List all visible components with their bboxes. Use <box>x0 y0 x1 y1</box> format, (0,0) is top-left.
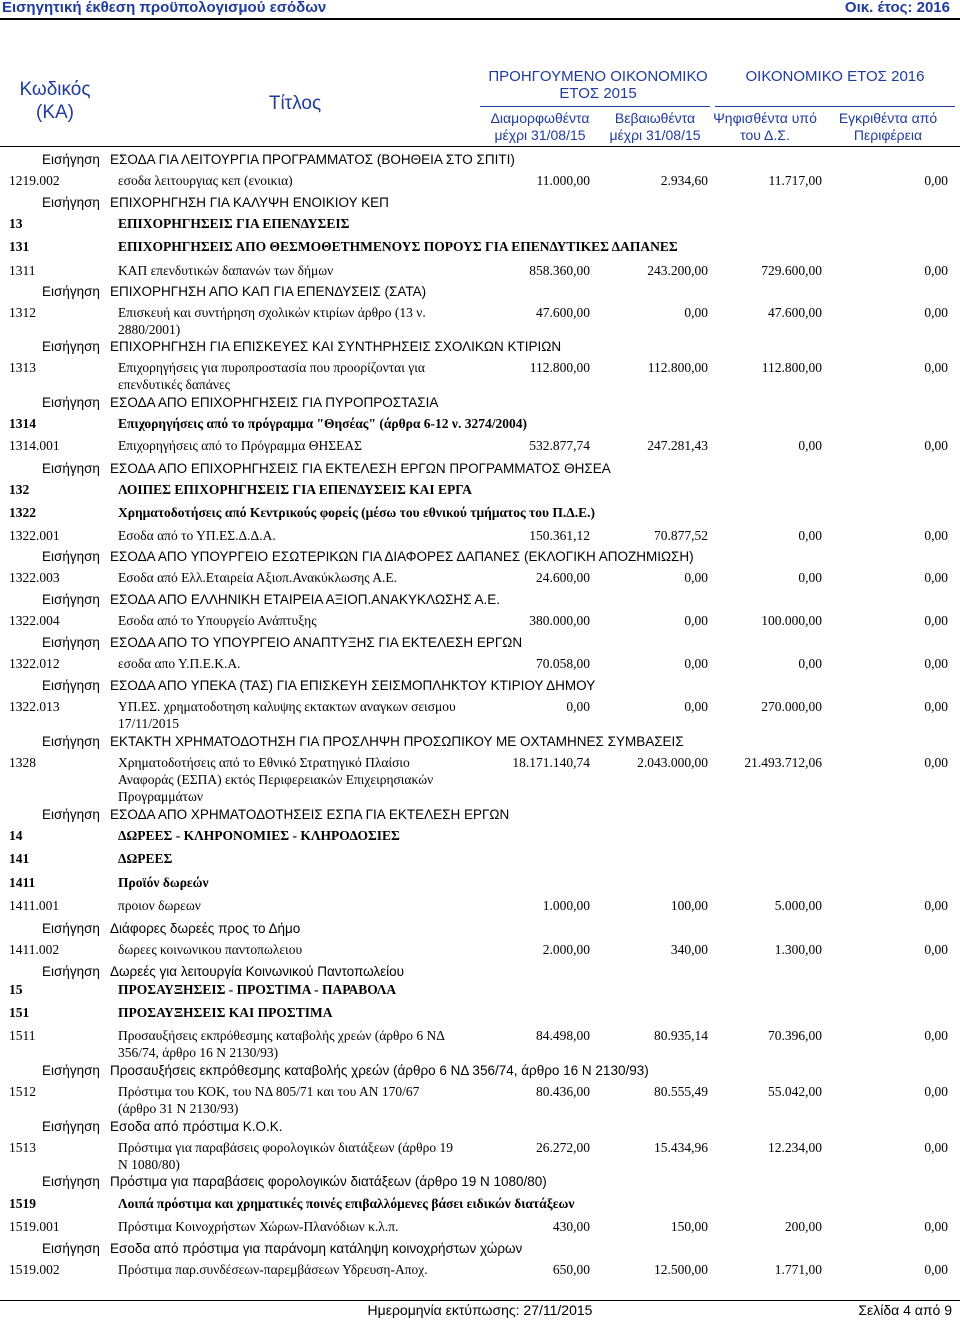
value-formed: 650,00 <box>552 1262 590 1277</box>
account-title: ΛΟΙΠΕΣ ΕΠΙΧΟΡΗΓΗΣΕΙΣ ΓΙΑ ΕΠΕΝΔΥΣΕΙΣ ΚΑΙ ΕΡΓΑ <box>118 482 472 497</box>
value-formed: 70.058,00 <box>536 656 590 671</box>
recommendation-label: Εισήγηση <box>42 461 100 476</box>
account-code: 1411.001 <box>9 898 60 913</box>
value-approved: 0,00 <box>924 360 948 375</box>
header-col2: Βεβαιωθέντα μέχρι 31/08/15 <box>609 110 701 143</box>
account-title: Πρόστιμα Κοινοχρήστων Χώρων-Πλανόδιων κ.λ.π. <box>118 1219 399 1234</box>
recommendation-label: Εισήγηση <box>42 921 100 936</box>
value-certified: 2.043.000,00 <box>637 755 708 770</box>
fiscal-year: Οικ. έτος: 2016 <box>844 0 950 16</box>
value-voted: 0,00 <box>798 438 822 453</box>
account-code: 1519.002 <box>9 1262 60 1277</box>
account-title: Προϊόν δωρεών <box>118 875 209 890</box>
value-formed: 84.498,00 <box>536 1028 590 1043</box>
account-code: 132 <box>9 482 30 497</box>
account-code: 1511 <box>9 1028 36 1043</box>
account-title: ΠΡΟΣΑΥΞΗΣΕΙΣ ΚΑΙ ΠΡΟΣΤΙΜΑ <box>118 1005 333 1020</box>
value-formed: 532.877,74 <box>529 438 590 453</box>
account-code: 1322.004 <box>9 613 60 628</box>
account-code: 1322.012 <box>9 656 60 671</box>
value-formed: 47.600,00 <box>536 305 590 320</box>
value-formed: 150.361,12 <box>529 528 590 543</box>
value-certified: 0,00 <box>684 699 708 714</box>
recommendation-label: Εισήγηση <box>42 395 100 410</box>
recommendation-label: Εισήγηση <box>42 284 100 299</box>
recommendation-text: Δωρεές για λειτουργία Κοινωνικού Παντοπωλείου <box>110 964 405 979</box>
account-code: 1322.001 <box>9 528 60 543</box>
value-voted: 1.300,00 <box>774 942 822 957</box>
value-certified: 150,00 <box>670 1219 708 1234</box>
account-code: 1312 <box>9 305 36 320</box>
value-voted: 70.396,00 <box>768 1028 822 1043</box>
value-certified: 0,00 <box>684 305 708 320</box>
recommendation-label: Εισήγηση <box>42 807 100 822</box>
account-title: προιον δωρεων <box>118 898 201 913</box>
recommendation-text: ΕΠΙΧΟΡΗΓΗΣΗ ΓΙΑ ΕΠΙΣΚΕΥΕΣ ΚΑΙ ΣΥΝΤΗΡΗΣΕΙΣ ΣΧΟΛΙΚΩΝ ΚΤΙΡΙΩΝ <box>110 339 562 354</box>
recommendation-label: Εισήγηση <box>42 195 100 210</box>
value-certified: 243.200,00 <box>647 263 708 278</box>
value-approved: 0,00 <box>924 656 948 671</box>
account-title: Πρόστιμα για παραβάσεις φορολογικών διατάξεων (άρθρο 19 Ν 1080/80) <box>118 1140 453 1172</box>
value-voted: 270.000,00 <box>761 699 822 714</box>
recommendation-text: ΕΣΟΔΑ ΑΠΟ ΧΡΗΜΑΤΟΔΟΤΗΣΕΙΣ ΕΣΠΑ ΓΙΑ ΕΚΤΕΛΕΣΗ ΕΡΓΩΝ <box>110 807 510 822</box>
value-voted: 11.717,00 <box>768 173 822 188</box>
account-title: ΠΡΟΣΑΥΞΗΣΕΙΣ - ΠΡΟΣΤΙΜΑ - ΠΑΡΑΒΟΛΑ <box>118 982 397 997</box>
recommendation-label: Εισήγηση <box>42 678 100 693</box>
recommendation-label: Εισήγηση <box>42 1241 100 1256</box>
value-formed: 2.000,00 <box>542 942 590 957</box>
recommendation-text: Εσοδα από πρόστιμα Κ.Ο.Κ. <box>110 1119 283 1134</box>
account-title: Χρηματοδοτήσεις από Κεντρικούς φορείς (μέσω του εθνικού τμήματος του Π.Δ.Ε.) <box>118 505 596 520</box>
value-certified: 70.877,52 <box>654 528 708 543</box>
value-voted: 1.771,00 <box>774 1262 822 1277</box>
account-title: Πρόστιμα παρ.συνδέσεων-παρεμβάσεων Υδρευση-Αποχ. <box>118 1262 428 1277</box>
account-title: Επιχορηγήσεις από το Πρόγραμμα ΘΗΣΕΑΣ <box>118 438 362 453</box>
account-code: 1513 <box>9 1140 36 1155</box>
recommendation-text: ΕΣΟΔΑ ΑΠΟ ΤΟ ΥΠΟΥΡΓΕΙΟ ΑΝΑΠΤΥΞΗΣ ΓΙΑ ΕΚΤΕΛΕΣΗ ΕΡΓΩΝ <box>110 635 523 650</box>
recommendation-text: ΕΣΟΔΑ ΑΠΟ ΕΠΙΧΟΡΗΓΗΣΕΙΣ ΓΙΑ ΕΚΤΕΛΕΣΗ ΕΡΓΩΝ ΠΡΟΓΡΑΜΜΑΤΟΣ ΘΗΣΕΑ <box>110 461 611 476</box>
account-title: ΔΩΡΕΕΣ - ΚΛΗΡΟΝΟΜΙΕΣ - ΚΛΗΡΟΔΟΣΙΕΣ <box>118 828 400 843</box>
value-approved: 0,00 <box>924 1084 948 1099</box>
recommendation-label: Εισήγηση <box>42 964 100 979</box>
recommendation-text: Πρόστιμα για παραβάσεις φορολογικών διατάξεων (άρθρο 19 Ν 1080/80) <box>110 1174 547 1189</box>
value-voted: 100.000,00 <box>761 613 822 628</box>
account-title: Εσοδα από το Υπουργείο Ανάπτυξης <box>118 613 317 628</box>
recommendation-text: ΕΚΤΑΚΤΗ ΧΡΗΜΑΤΟΔΟΤΗΣΗ ΓΙΑ ΠΡΟΣΛΗΨΗ ΠΡΟΣΩΠΙΚΟΥ ΜΕ ΟΧΤΑΜΗΝΕΣ ΣΥΜΒΑΣΕΙΣ <box>110 734 684 749</box>
account-title: Επιχορηγήσεις για πυροπροστασία που προορίζονται για επενδυτικές δαπάνες <box>118 360 425 392</box>
recommendation-text: Εσοδα από πρόστιμα για παράνομη κατάληψη κοινοχρήστων χώρων <box>110 1241 523 1256</box>
print-date: Ημερομηνία εκτύπωσης: 27/11/2015 <box>367 1302 593 1318</box>
recommendation-label: Εισήγηση <box>42 1063 100 1078</box>
value-approved: 0,00 <box>924 1262 948 1277</box>
recommendation-label: Εισήγηση <box>42 339 100 354</box>
recommendation-label: Εισήγηση <box>42 1119 100 1134</box>
value-certified: 112.800,00 <box>647 360 708 375</box>
account-title: ΥΠ.ΕΣ. χρηματοδοτηση καλυψης εκτακτων αναγκων σεισμου 17/11/2015 <box>118 699 456 731</box>
recommendation-text: ΕΣΟΔΑ ΑΠΟ ΥΠΕΚΑ (ΤΑΣ) ΓΙΑ ΕΠΙΣΚΕΥΗ ΣΕΙΣΜΟΠΛΗΚΤΟΥ ΚΤΙΡΙΟΥ ΔΗΜΟΥ <box>110 678 596 693</box>
account-code: 141 <box>9 851 30 866</box>
header-cur-year: ΟΙΚΟΝΟΜΙΚΟ ΕΤΟΣ 2016 <box>745 68 925 85</box>
value-approved: 0,00 <box>924 699 948 714</box>
value-certified: 2.934,60 <box>660 173 708 188</box>
recommendation-text: ΕΠΙΧΟΡΗΓΗΣΗ ΑΠΟ ΚΑΠ ΓΙΑ ΕΠΕΝΔΥΣΕΙΣ (ΣΑΤΑ) <box>110 284 427 299</box>
value-voted: 0,00 <box>798 528 822 543</box>
value-approved: 0,00 <box>924 1028 948 1043</box>
value-certified: 340,00 <box>670 942 708 957</box>
account-code: 1512 <box>9 1084 36 1099</box>
account-title: Λοιπά πρόστιμα και χρηματικές ποινές επιβαλλόμενες βάσει ειδικών διατάξεων <box>118 1196 575 1211</box>
recommendation-text: ΕΣΟΔΑ ΓΙΑ ΛΕΙΤΟΥΡΓΙΑ ΠΡΟΓΡΑΜΜΑΤΟΣ (ΒΟΗΘΕΙΑ ΣΤΟ ΣΠΙΤΙ) <box>110 152 515 167</box>
account-code: 1313 <box>9 360 36 375</box>
value-formed: 1.000,00 <box>542 898 590 913</box>
account-code: 13 <box>9 216 23 231</box>
value-approved: 0,00 <box>924 942 948 957</box>
value-voted: 0,00 <box>798 570 822 585</box>
account-title: εσοδα λειτουργιας κεπ (ενοικια) <box>118 173 293 188</box>
value-approved: 0,00 <box>924 528 948 543</box>
value-approved: 0,00 <box>924 438 948 453</box>
value-certified: 247.281,43 <box>647 438 708 453</box>
header-title: Τίτλος <box>268 93 322 114</box>
value-certified: 80.555,49 <box>654 1084 708 1099</box>
value-approved: 0,00 <box>924 1219 948 1234</box>
account-code: 1519 <box>9 1196 36 1211</box>
account-title: ΔΩΡΕΕΣ <box>118 851 173 866</box>
value-approved: 0,00 <box>924 613 948 628</box>
value-voted: 0,00 <box>798 656 822 671</box>
value-voted: 55.042,00 <box>768 1084 822 1099</box>
value-certified: 0,00 <box>684 570 708 585</box>
header-code: Κωδικός (ΚΑ) <box>19 79 91 123</box>
account-code: 1322.013 <box>9 699 60 714</box>
value-approved: 0,00 <box>924 173 948 188</box>
value-voted: 5.000,00 <box>774 898 822 913</box>
account-title: ΕΠΙΧΟΡΗΓΗΣΕΙΣ ΑΠΟ ΘΕΣΜΟΘΕΤΗΜΕΝΟΥΣ ΠΟΡΟΥΣ ΓΙΑ ΕΠΕΝΔΥΤΙΚΕΣ ΔΑΠΑΝΕΣ <box>118 239 678 254</box>
account-title: εσοδα απο Υ.Π.Ε.Κ.Α. <box>118 656 241 671</box>
recommendation-text: Προσαυξήσεις εκπρόθεσμης καταβολής χρεών (άρθρο 6 ΝΔ 356/74, άρθρο 16 Ν 2130/93) <box>110 1063 649 1078</box>
account-code: 1411.002 <box>9 942 60 957</box>
value-formed: 430,00 <box>552 1219 590 1234</box>
value-approved: 0,00 <box>924 570 948 585</box>
recommendation-label: Εισήγηση <box>42 152 100 167</box>
value-voted: 729.600,00 <box>761 263 822 278</box>
account-title: Επισκευή και συντήρηση σχολικών κτιρίων άρθρο (13 ν. 2880/2001) <box>118 305 426 337</box>
recommendation-text: ΕΣΟΔΑ ΑΠΟ ΕΛΛΗΝΙΚΗ ΕΤΑΙΡΕΙΑ ΑΞΙΟΠ.ΑΝΑΚΥΚΛΩΣΗΣ Α.Ε. <box>110 592 501 607</box>
account-title: δωρεες κοινωνικου παντοπωλειου <box>118 942 303 957</box>
value-formed: 26.272,00 <box>536 1140 590 1155</box>
header-col4: Εγκριθέντα από Περιφέρεια <box>838 110 938 143</box>
account-code: 14 <box>9 828 23 843</box>
value-formed: 112.800,00 <box>529 360 590 375</box>
value-formed: 80.436,00 <box>536 1084 590 1099</box>
value-approved: 0,00 <box>924 755 948 770</box>
account-title: Εσοδα από Ελλ.Εταιρεία Αξιοπ.Ανακύκλωσης Α.Ε. <box>118 570 397 585</box>
value-voted: 200,00 <box>784 1219 822 1234</box>
account-code: 15 <box>9 982 23 997</box>
account-code: 1322.003 <box>9 570 60 585</box>
value-formed: 24.600,00 <box>536 570 590 585</box>
value-certified: 12.500,00 <box>654 1262 708 1277</box>
value-approved: 0,00 <box>924 305 948 320</box>
account-code: 1311 <box>9 263 36 278</box>
header-prev-year: ΠΡΟΗΓΟΥΜΕΝΟ ΟΙΚΟΝΟΜΙΚΟ ΕΤΟΣ 2015 <box>488 68 708 102</box>
account-code: 131 <box>9 239 30 254</box>
recommendation-text: ΕΣΟΔΑ ΑΠΟ ΥΠΟΥΡΓΕΙΟ ΕΣΩΤΕΡΙΚΩΝ ΓΙΑ ΔΙΑΦΟΡΕΣ ΔΑΠΑΝΕΣ (ΕΚΛΟΓΙΚΗ ΑΠΟΖΗΜΙΩΣΗ) <box>110 549 694 564</box>
account-code: 1328 <box>9 755 36 770</box>
recommendation-text: Διάφορες δωρεές προς το Δήμο <box>110 921 301 936</box>
value-formed: 858.360,00 <box>529 263 590 278</box>
account-title: Πρόστιμα του ΚΟΚ, του ΝΔ 805/71 και του ΑΝ 170/67 (άρθρο 31 Ν 2130/93) <box>118 1084 420 1116</box>
account-code: 1314.001 <box>9 438 60 453</box>
account-title: Χρηματοδοτήσεις από το Εθνικό Στρατηγικό Πλαίσιο Αναφοράς (ΕΣΠΑ) εκτός Περιφερειακών Επιχειρησιακών Προγραμμάτων <box>118 755 434 804</box>
report-title: Εισηγητική έκθεση προϋπολογισμού εσόδων <box>2 0 327 16</box>
value-voted: 12.234,00 <box>768 1140 822 1155</box>
account-code: 1322 <box>9 505 36 520</box>
account-code: 1519.001 <box>9 1219 60 1234</box>
value-certified: 80.935,14 <box>654 1028 708 1043</box>
value-voted: 47.600,00 <box>768 305 822 320</box>
account-code: 1219.002 <box>9 173 60 188</box>
account-title: ΕΠΙΧΟΡΗΓΗΣΕΙΣ ΓΙΑ ΕΠΕΝΔΥΣΕΙΣ <box>118 216 350 231</box>
value-approved: 0,00 <box>924 898 948 913</box>
account-code: 1314 <box>9 416 36 431</box>
recommendation-label: Εισήγηση <box>42 1174 100 1189</box>
report-topbar <box>0 0 960 20</box>
recommendation-text: ΕΠΙΧΟΡΗΓΗΣΗ ΓΙΑ ΚΑΛΥΨΗ ΕΝΟΙΚΙΟΥ ΚΕΠ <box>110 195 389 210</box>
account-title: Προσαυξήσεις εκπρόθεσμης καταβολής χρεών (άρθρο 6 ΝΔ 356/74, άρθρο 16 Ν 2130/93) <box>118 1028 445 1060</box>
recommendation-text: ΕΣΟΔΑ ΑΠΟ ΕΠΙΧΟΡΗΓΗΣΕΙΣ ΓΙΑ ΠΥΡΟΠΡΟΣΤΑΣΙΑ <box>110 395 439 410</box>
recommendation-label: Εισήγηση <box>42 592 100 607</box>
value-voted: 112.800,00 <box>761 360 822 375</box>
value-approved: 0,00 <box>924 1140 948 1155</box>
value-approved: 0,00 <box>924 263 948 278</box>
value-certified: 0,00 <box>684 656 708 671</box>
value-voted: 21.493.712,06 <box>744 755 822 770</box>
header-col3: Ψηφισθέντα υπό του Δ.Σ. <box>713 110 817 143</box>
account-code: 1411 <box>9 875 36 890</box>
value-formed: 380.000,00 <box>529 613 590 628</box>
account-title: ΚΑΠ επενδυτικών δαπανών των δήμων <box>118 263 334 278</box>
account-title: Εσοδα από το ΥΠ.ΕΣ.Δ.Δ.Α. <box>118 528 276 543</box>
value-formed: 18.171.140,74 <box>512 755 590 770</box>
value-formed: 11.000,00 <box>536 173 590 188</box>
account-code: 151 <box>9 1005 30 1020</box>
value-formed: 0,00 <box>566 699 590 714</box>
page-number: Σελίδα 4 από 9 <box>858 1302 952 1318</box>
value-certified: 100,00 <box>670 898 708 913</box>
account-title: Επιχορηγήσεις από το πρόγραμμα "Θησέας" (άρθρα 6-12 ν. 3274/2004) <box>118 416 527 431</box>
value-certified: 15.434,96 <box>654 1140 708 1155</box>
recommendation-label: Εισήγηση <box>42 635 100 650</box>
header-col1: Διαμορφωθέντα μέχρι 31/08/15 <box>490 110 590 143</box>
recommendation-label: Εισήγηση <box>42 734 100 749</box>
value-certified: 0,00 <box>684 613 708 628</box>
recommendation-label: Εισήγηση <box>42 549 100 564</box>
